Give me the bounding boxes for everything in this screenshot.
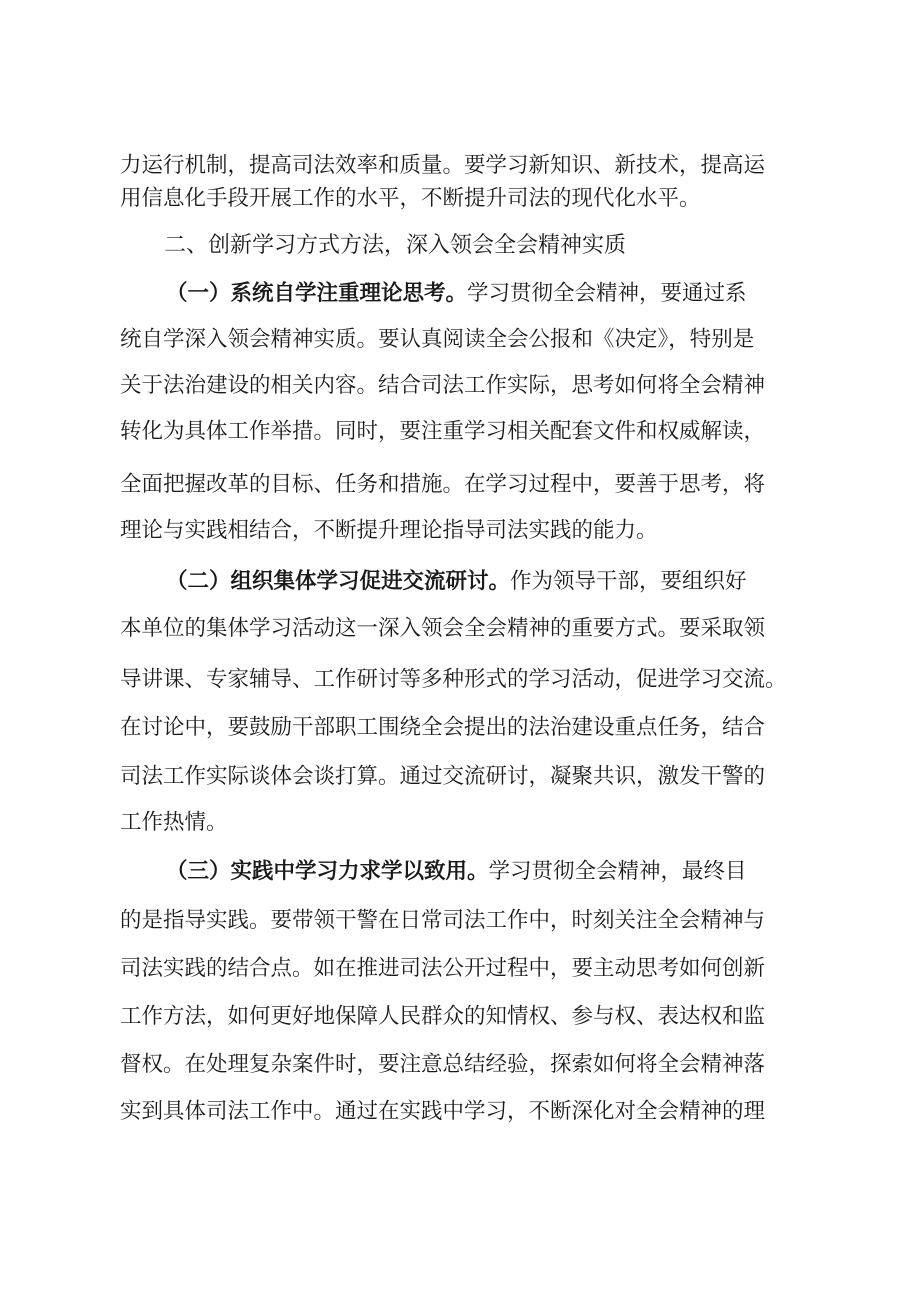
paragraph-line xyxy=(120,713,765,743)
paragraph-line xyxy=(120,762,765,792)
paragraph-line xyxy=(120,184,701,214)
paragraph-line xyxy=(166,857,747,887)
line-text: 司法实践的结合点。如在推进司法公开过程中，要主动思考如何创新 xyxy=(120,956,766,981)
line-text: 力运行机制，提高司法效率和质量。要学习新知识、新技术，提高运 xyxy=(120,153,766,178)
paragraph-line xyxy=(166,567,747,597)
line-text: 司法工作实际谈体会谈打算。通过交流研讨，凝聚共识，激发干警的 xyxy=(120,764,766,789)
line-text: 实到具体司法工作中。通过在实践中学习，不断深化对全会精神的理 xyxy=(120,1099,766,1124)
paragraph-line xyxy=(120,325,754,355)
paragraph-line xyxy=(120,614,765,644)
section-heading xyxy=(164,231,626,261)
paragraph-line xyxy=(120,371,765,401)
paragraph-line xyxy=(120,470,765,500)
heading-text: 二、创新学习方式方法，深入领会全会精神实质 xyxy=(164,233,627,258)
line-text: 在讨论中，要鼓励干部职工围绕全会提出的法治建设重点任务，结合 xyxy=(120,715,766,740)
line-text: 统自学深入领会精神实质。要认真阅读全会公报和《决定》，特别是 xyxy=(120,327,755,352)
line-text: 工作热情。 xyxy=(120,810,228,835)
subheading-text: （二）组织集体学习促进交流研讨。 xyxy=(166,569,511,594)
line-text: 工作方法，如何更好地保障人民群众的知情权、参与权、表达权和监 xyxy=(120,1004,766,1029)
line-text: 理论与实践相结合，不断提升理论指导司法实践的能力。 xyxy=(120,518,658,543)
paragraph-line xyxy=(166,279,747,309)
paragraph-line xyxy=(120,151,765,181)
subheading-text: （三）实践中学习力求学以致用。 xyxy=(166,859,489,884)
paragraph-line xyxy=(120,516,658,546)
line-text: 转化为具体工作举措。同时，要注重学习相关配套文件和权威解读， xyxy=(120,419,766,444)
line-text: 作为领导干部，要组织好 xyxy=(510,569,747,594)
paragraph-line xyxy=(120,1097,765,1127)
line-text: 学习贯彻全会精神，要通过系 xyxy=(467,281,747,306)
paragraph-line xyxy=(120,1002,765,1032)
line-text: 的是指导实践。要带领干警在日常司法工作中，时刻关注全会精神与 xyxy=(120,908,766,933)
line-text: 用信息化手段开展工作的水平，不断提升司法的现代化水平。 xyxy=(120,186,701,211)
paragraph-line xyxy=(120,417,765,447)
subheading-text: （一）系统自学注重理论思考。 xyxy=(166,281,468,306)
line-text: 导讲课、专家辅导、工作研讨等多种形式的学习活动，促进学习交流。 xyxy=(120,667,787,692)
line-text: 全面把握改革的目标、任务和措施。在学习过程中，要善于思考，将 xyxy=(120,472,766,497)
line-text: 本单位的集体学习活动这一深入领会全会精神的重要方式。要采取领 xyxy=(120,616,766,641)
paragraph-line xyxy=(120,808,228,838)
paragraph-line xyxy=(120,665,787,695)
paragraph-line xyxy=(120,906,765,936)
line-text: 学习贯彻全会精神，最终目 xyxy=(488,859,747,884)
paragraph-line xyxy=(120,954,765,984)
paragraph-line xyxy=(120,1050,765,1080)
line-text: 关于法治建设的相关内容。结合司法工作实际，思考如何将全会精神 xyxy=(120,373,766,398)
line-text: 督权。在处理复杂案件时，要注意总结经验，探索如何将全会精神落 xyxy=(120,1052,766,1077)
